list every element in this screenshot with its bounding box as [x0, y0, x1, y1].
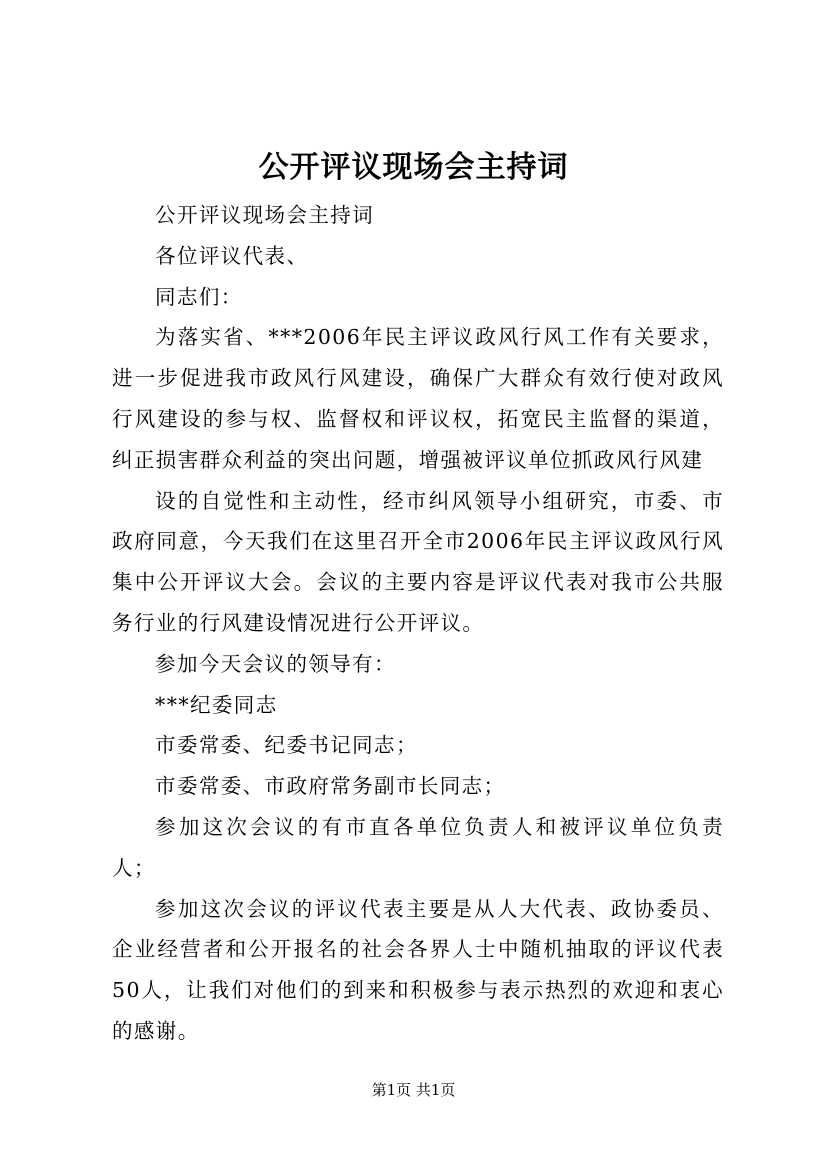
- paragraph-leaders-intro: 参加今天会议的领导有：: [155, 651, 396, 676]
- paragraph-attendees: 参加这次会议的有市直各单位负责人和被评议单位负责人；: [112, 814, 724, 880]
- paragraph-heading-repeat: 公开评议现场会主持词: [155, 203, 375, 227]
- paragraph-purpose: 为落实省、***2006年民主评议政风行风工作有关要求，进一步促进我市政风行风建设，确保广大群众有效行使对政风行风建设的参与权、监督权和评议权，拓宽民主监督的渠道，纠正损害群众利益的突出问题，增强被评议单位抓政风行风建: [112, 325, 724, 472]
- paragraph-leader-2: 市委常委、纪委书记同志；: [155, 733, 418, 758]
- document-title: 公开评议现场会主持词: [258, 150, 569, 185]
- paragraph-leader-1: ***纪委同志: [155, 692, 278, 717]
- paragraph-delegates: 参加这次会议的评议代表主要是从人大代表、政协委员、企业经营者和公开报名的社会各界人士中随机抽取的评议代表50人，让我们对他们的到来和积极参与表示热烈的欢迎和衷心的感谢。: [112, 896, 724, 1043]
- paragraph-salutation-comrades: 同志们：: [155, 284, 243, 309]
- paragraph-leader-3: 市委常委、市政府常务副市长同志；: [155, 774, 506, 799]
- page-footer: 第1页 共1页: [371, 1081, 456, 1099]
- paragraph-salutation-delegates: 各位评议代表、: [155, 243, 309, 268]
- paragraph-meeting-content: 设的自觉性和主动性，经市纠风领导小组研究，市委、市政府同意，今天我们在这里召开全市2006年民主评议政风行风集中公开评议大会。会议的主要内容是评议代表对我市公共服务行业的行风建设情况进行公开评议。: [112, 488, 724, 635]
- document-body: [112, 195, 724, 1052]
